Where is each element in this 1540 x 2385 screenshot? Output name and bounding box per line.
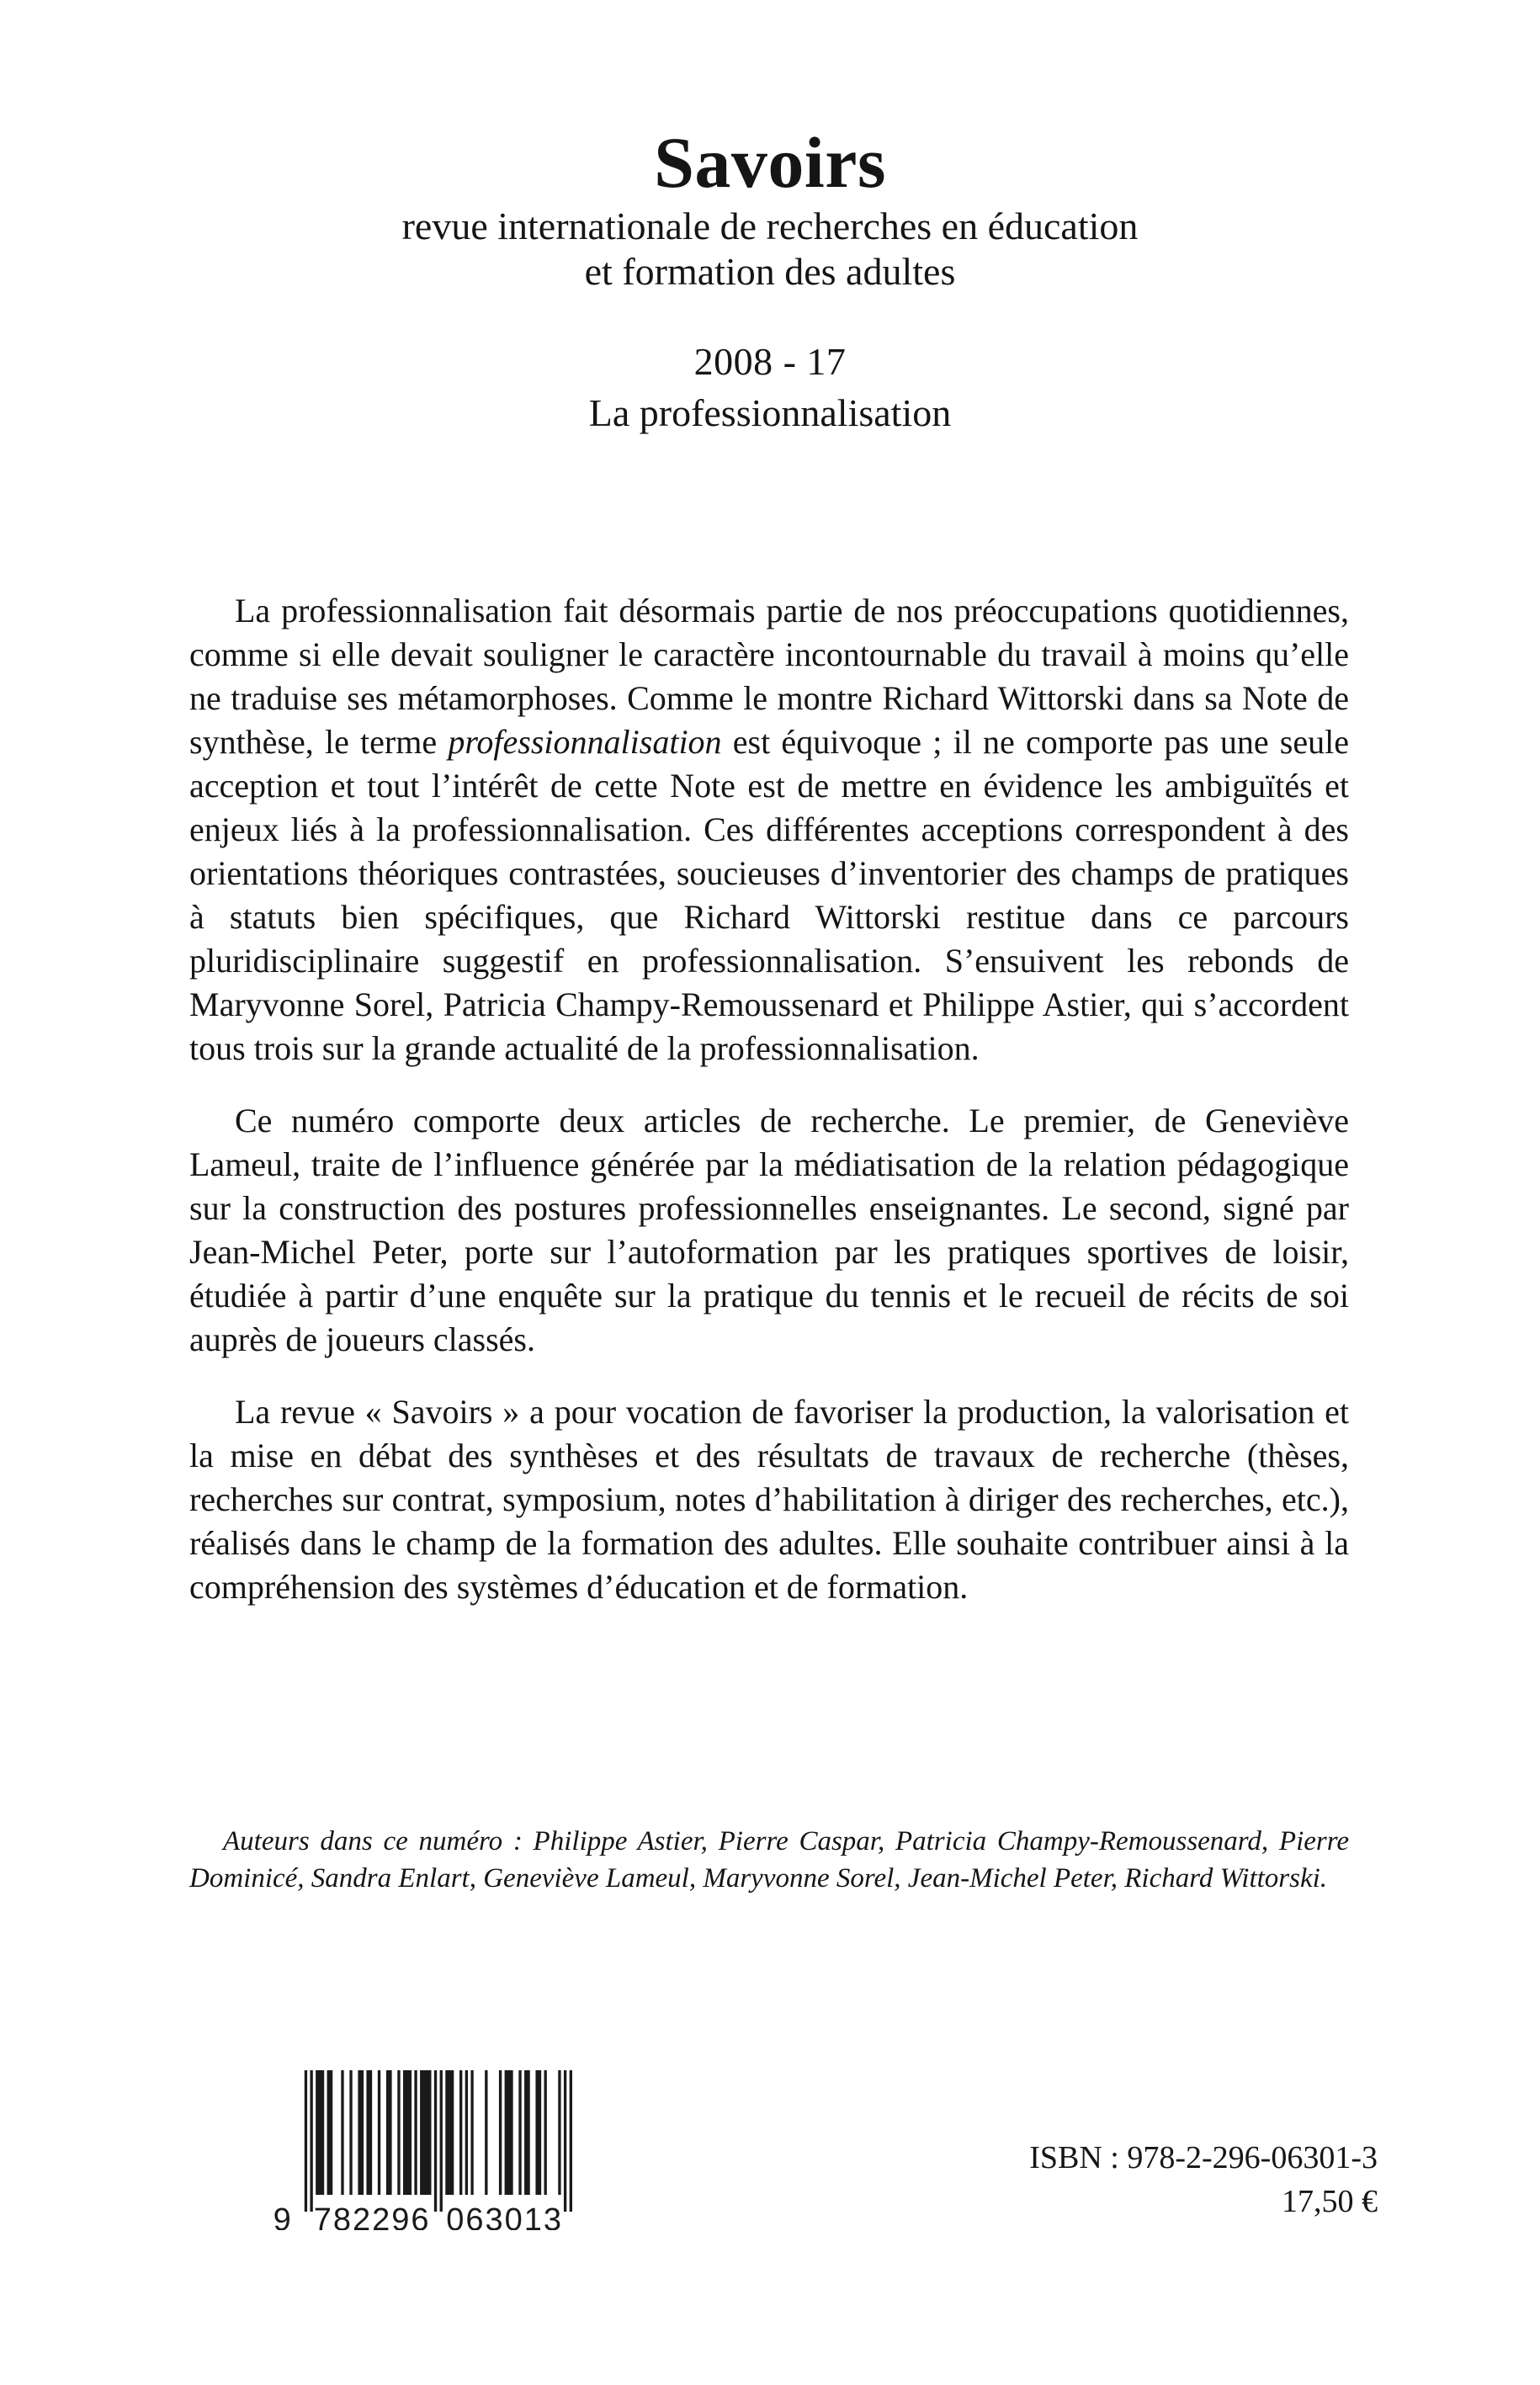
journal-subtitle <box>0 204 1540 295</box>
issue-block <box>0 338 1540 436</box>
svg-text:782296: 782296 <box>313 2202 431 2230</box>
journal-title: Savoirs <box>654 122 886 203</box>
isbn-block <box>1029 2136 1378 2223</box>
isbn-number: ISBN : 978-2-296-06301-3 <box>1029 2140 1378 2175</box>
ean13-barcode <box>183 2062 579 2230</box>
authors-note: Auteurs dans ce numéro : Philippe Astier, Pierre Caspar, Patricia Champy-Remoussenard, Pierre Dominicé, Sandra Enlart, Geneviève Lameul, Maryvonne Sorel, Jean-Michel Peter, Richard Wittorski. <box>189 1826 1349 1894</box>
blurb-paragraph-1-emphasis: professionnalisation <box>448 723 722 761</box>
blurb-paragraph-1-part-1: La professionnalisation fait désormais partie de nos préoccupations quotidiennes, comme si elle devait souligner le caractère incontournable du travail à moins qu’elle ne traduise ses métamorphoses. Comme le montre Richard Wittorski dans sa Note de synthèse, le terme <box>189 592 1349 761</box>
issue-number: 2008 - 17 <box>693 340 847 384</box>
blurb-paragraph-1-part-2: est équivoque ; il ne comporte pas une seule acception et tout l’intérêt de cette Note est de mettre en évidence les ambiguïtés et enjeux liés à la professionnalisation. Ces différentes acceptions correspondent à des orientations théoriques contrastées, soucieuses d’inventorier des champs de pratiques à statuts bien spécifiques, que Richard Wittorski restitue dans ce parcours pluridisciplinaire suggestif en professionnalisation. S’ensuivent les rebonds de Maryvonne Sorel, Patricia Champy-Remoussenard et Philippe Astier, qui s’accordent tous trois sur la grande actualité de la professionnalisation. <box>189 723 1349 1067</box>
blurb-paragraph-3: La revue « Savoirs » a pour vocation de favoriser la production, la valorisation et la mise en débat des synthèses et des résultats de travaux de recherche (thèses, recherches sur contrat, symposium, notes d’habilitation à diriger des recherches, etc.), réalisés dans le champ de la formation des adultes. Elle souhaite contribuer ainsi à la compréhension des systèmes d’éducation et de formation. <box>189 1393 1349 1606</box>
journal-subtitle-line-2: et formation des adultes <box>584 249 956 293</box>
svg-text:9: 9 <box>273 2202 293 2230</box>
journal-subtitle-line-1: revue internationale de recherches en éducation <box>401 204 1139 247</box>
price: 17,50 € <box>1282 2184 1378 2219</box>
blurb-paragraph-1 <box>189 589 1349 1070</box>
cover-footer <box>0 2062 1540 2281</box>
barcode-graphic <box>183 2062 579 2230</box>
blurb-paragraph-2: Ce numéro comporte deux articles de recherche. Le premier, de Geneviève Lameul, traite de l’influence générée par la médiatisation de la relation pédagogique sur la construction des postures professionnelles enseignantes. Le second, signé par Jean-Michel Peter, porte sur l’autoformation par les pratiques sportives de loisir, étudiée à partir d’une enquête sur la pratique du tennis et le recueil de récits de soi auprès de joueurs classés. <box>189 1102 1349 1358</box>
issue-theme: La professionnalisation <box>588 391 952 435</box>
blurb-text <box>189 589 1349 1609</box>
masthead <box>0 122 1540 437</box>
svg-text:063013: 063013 <box>446 2202 564 2230</box>
